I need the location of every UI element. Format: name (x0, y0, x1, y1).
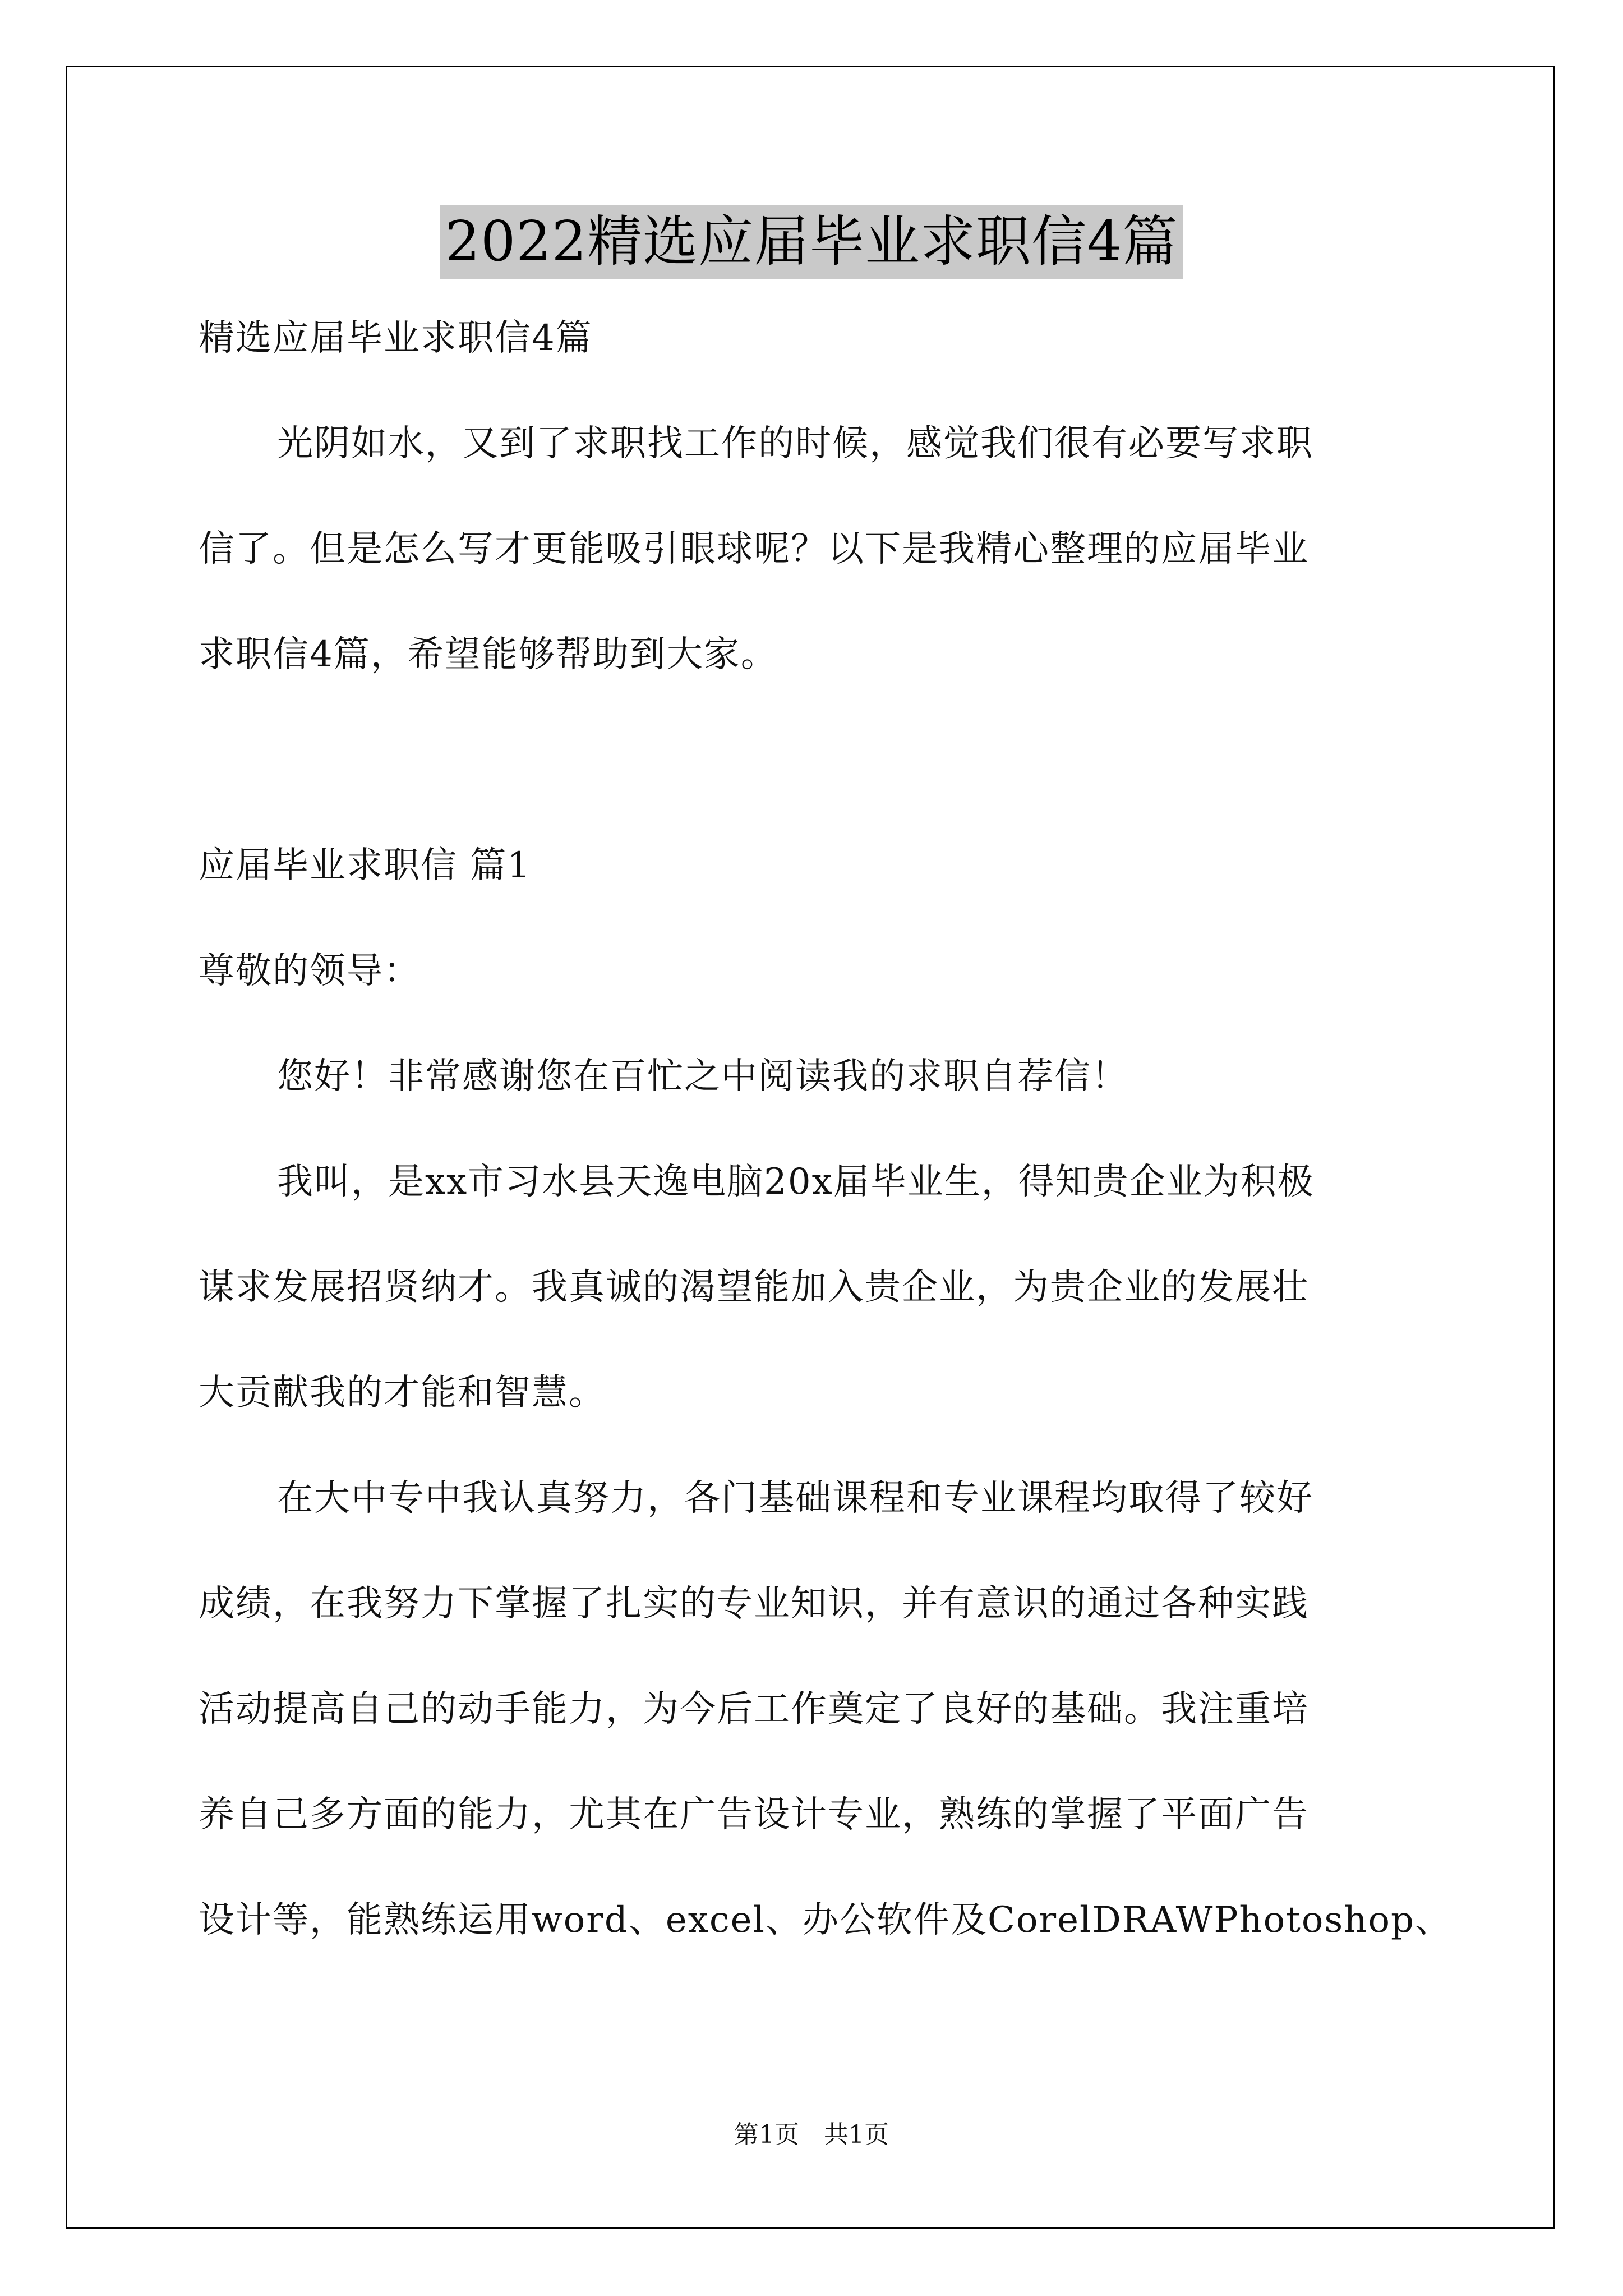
paragraph-2-line-1: 在大中专中我认真努力，各门基础课程和专业课程均取得了较好 (277, 1478, 1313, 1519)
greeting-line: 您好！非常感谢您在百忙之中阅读我的求职自荐信！ (277, 1056, 1128, 1097)
page-footer: 第1页 共1页 (734, 2120, 889, 2149)
paragraph-2-line-5: 设计等，能熟练运用word、excel、办公软件及CorelDRAWPhotoshop、 (199, 1899, 1452, 1941)
title-container (0, 205, 1623, 279)
paragraph-2-line-2: 成绩，在我努力下掌握了扎实的专业知识，并有意识的通过各种实践 (199, 1583, 1309, 1625)
intro-line-1: 光阴如水，又到了求职找工作的时候，感觉我们很有必要写求职 (277, 423, 1313, 464)
subtitle-line: 精选应届毕业求职信4篇 (199, 318, 593, 359)
document-body (199, 311, 1452, 1999)
intro-line-3: 求职信4篇，希望能够帮助到大家。 (199, 634, 778, 675)
paragraph-2-line-4: 养自己多方面的能力，尤其在广告设计专业，熟练的掌握了平面广告 (199, 1794, 1309, 1835)
intro-line-2: 信了。但是怎么写才更能吸引眼球呢？以下是我精心整理的应届毕业 (199, 528, 1309, 570)
section-gap (199, 733, 1449, 839)
paragraph-1-line-1: 我叫，是xx市习水县天逸电脑20x届毕业生，得知贵企业为积极 (277, 1161, 1315, 1203)
paragraph-1-line-3: 大贡献我的才能和智慧。 (199, 1372, 606, 1414)
paragraph-2-line-3: 活动提高自己的动手能力，为今后工作奠定了良好的基础。我注重培 (199, 1688, 1309, 1730)
salutation: 尊敬的领导： (199, 950, 421, 992)
document-title: 2022精选应届毕业求职信4篇 (440, 205, 1184, 279)
section-heading: 应届毕业求职信 篇1 (199, 845, 532, 886)
paragraph-1-line-2: 谋求发展招贤纳才。我真诚的渴望能加入贵企业，为贵企业的发展壮 (199, 1267, 1309, 1308)
